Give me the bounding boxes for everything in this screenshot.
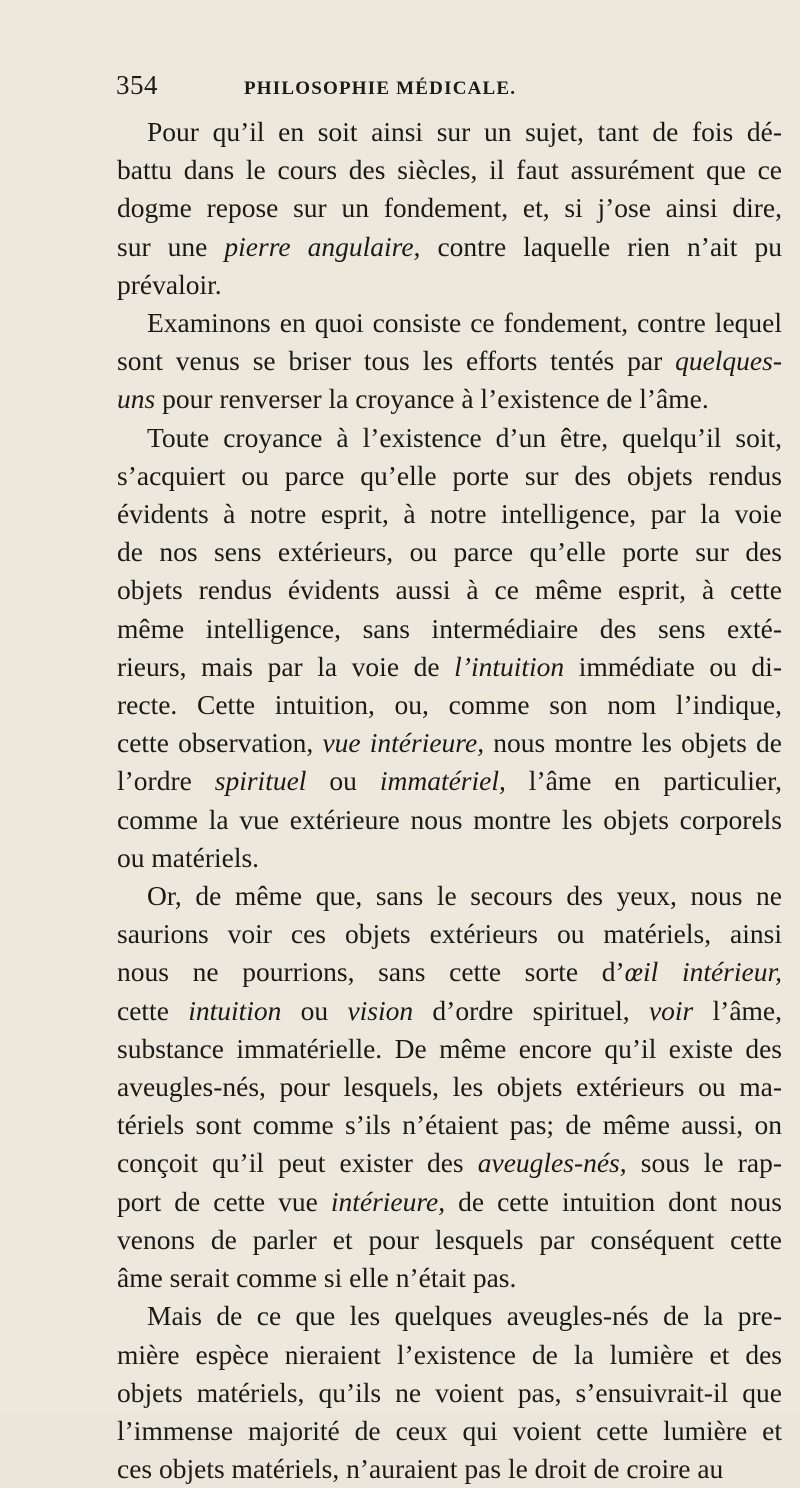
text-run: ou xyxy=(281,994,348,1026)
text-run: Pour qu’il en soit ainsi sur un sujet, tant de fois dé- xyxy=(147,116,782,147)
text-line xyxy=(117,533,782,571)
text-run: contre laquelle rien n’ait pu xyxy=(420,230,782,262)
text-line xyxy=(117,1374,782,1412)
italic-text: immatériel, xyxy=(379,765,506,797)
text-line xyxy=(117,571,782,609)
text-run: de cette intuition dont nous xyxy=(445,1185,783,1217)
text-run: Mais de ce que les quelques aveugles-nés de la pre- xyxy=(147,1300,782,1332)
text-line xyxy=(117,992,782,1030)
text-run: cette xyxy=(117,994,189,1026)
italic-text: aveugles-nés, xyxy=(477,1147,627,1179)
text-line xyxy=(117,228,782,266)
italic-text: pierre angulaire, xyxy=(224,230,421,262)
text-line xyxy=(117,915,782,953)
italic-text: œil intérieur, xyxy=(624,956,783,988)
text-run: l’âme, xyxy=(693,994,783,1026)
running-title: PHILOSOPHIE MÉDICALE. xyxy=(244,78,517,99)
text-run: évidents à notre esprit, à notre intelligence, par la voie xyxy=(117,498,782,530)
text-run: objets rendus évidents aussi à ce même esprit, à cette xyxy=(117,574,782,606)
body-text xyxy=(117,113,782,1488)
text-line xyxy=(117,801,782,839)
italic-text: voir xyxy=(648,994,694,1026)
text-line xyxy=(117,724,782,762)
text-run: cette observation, xyxy=(117,727,323,759)
text-run: port de cette vue xyxy=(117,1185,331,1217)
text-run: dogme repose sur un fondement, et, si j’ose ainsi dire, xyxy=(117,192,782,224)
text-run: ou matériels. xyxy=(117,841,260,873)
text-line xyxy=(117,762,782,800)
text-line xyxy=(117,495,782,533)
text-line xyxy=(117,610,782,648)
text-run: ces objets matériels, n’auraient pas le droit de croire au xyxy=(117,1453,724,1485)
page-number: 354 xyxy=(116,70,158,100)
text-line xyxy=(117,189,782,227)
text-line xyxy=(117,686,782,724)
page-header xyxy=(116,70,776,106)
text-run: d’ordre spirituel, xyxy=(413,994,649,1026)
text-line xyxy=(117,839,782,877)
text-line xyxy=(117,457,782,495)
italic-text: spirituel xyxy=(214,765,307,797)
text-line xyxy=(117,1183,782,1221)
text-line xyxy=(117,1297,782,1335)
text-line xyxy=(117,1030,782,1068)
text-line xyxy=(117,1144,782,1182)
text-run: sont venus se briser tous les efforts tentés par xyxy=(117,345,676,377)
text-line xyxy=(117,342,782,380)
italic-text: l’intuition xyxy=(454,650,565,682)
text-run: l’immense majorité de ceux qui voient cette lumière et xyxy=(117,1414,782,1446)
text-run: âme serait comme si elle n’était pas. xyxy=(117,1262,517,1294)
text-run: rieurs, mais par la voie de xyxy=(117,650,455,682)
text-line xyxy=(117,419,782,457)
text-run: l’ordre xyxy=(117,765,215,797)
text-run: Or, de même que, sans le secours des yeux, nous ne xyxy=(147,880,782,912)
text-run: ou xyxy=(306,765,380,797)
text-run: objets matériels, qu’ils ne voient pas, s’ensuivrait-il que xyxy=(117,1376,782,1408)
text-run: s’acquiert ou parce qu’elle porte sur des objets rendus xyxy=(117,459,782,491)
text-line xyxy=(117,1412,782,1450)
paragraph xyxy=(117,877,782,1297)
text-line xyxy=(117,113,782,151)
text-line xyxy=(117,877,782,915)
italic-text: uns xyxy=(117,383,156,415)
text-line xyxy=(117,648,782,686)
text-run: prévaloir. xyxy=(117,268,222,300)
text-run: battu dans le cours des siècles, il faut assurément que ce xyxy=(117,154,782,186)
text-run: sur une xyxy=(117,230,225,262)
text-line xyxy=(117,1336,782,1374)
text-line xyxy=(117,953,782,991)
text-line xyxy=(117,1221,782,1259)
text-line xyxy=(117,304,782,342)
text-run: substance immatérielle. De même encore qu’il existe des xyxy=(117,1032,782,1064)
text-run: saurions voir ces objets extérieurs ou matériels, ainsi xyxy=(117,918,782,950)
paragraph xyxy=(117,113,782,304)
text-line xyxy=(117,380,782,418)
text-line xyxy=(117,266,782,304)
italic-text: intérieure, xyxy=(330,1185,446,1217)
text-line xyxy=(117,1106,782,1144)
text-run: nous montre les objets de xyxy=(484,727,782,759)
text-run: recte. Cette intuition, ou, comme son nom l’indique, xyxy=(117,689,782,721)
text-run: mière espèce nieraient l’existence de la lumière et des xyxy=(117,1338,782,1370)
text-run: immédiate ou di- xyxy=(564,650,782,682)
text-run: venons de parler et pour lesquels par conséquent cette xyxy=(117,1223,782,1255)
paragraph xyxy=(117,304,782,419)
text-run: nous ne pourrions, sans cette sorte d’ xyxy=(117,956,625,988)
text-run: Toute croyance à l’existence d’un être, quelqu’il soit, xyxy=(147,421,782,453)
text-line xyxy=(117,151,782,189)
italic-text: vue intérieure, xyxy=(322,727,485,759)
text-line xyxy=(117,1259,782,1297)
italic-text: vision xyxy=(347,994,414,1026)
text-run: pour renverser la croyance à l’existence de l’âme. xyxy=(155,383,709,415)
text-run: comme la vue extérieure nous montre les objets corporels xyxy=(117,803,782,835)
text-run: conçoit qu’il peut exister des xyxy=(117,1147,478,1179)
italic-text: quelques- xyxy=(675,345,782,377)
paragraph xyxy=(117,1297,782,1488)
text-line xyxy=(117,1068,782,1106)
text-line xyxy=(117,1450,782,1488)
text-run: Examinons en quoi consiste ce fondement, contre lequel xyxy=(147,307,782,339)
paragraph xyxy=(117,419,782,877)
text-run: l’âme en particulier, xyxy=(505,765,783,797)
text-run: de nos sens extérieurs, ou parce qu’elle porte sur des xyxy=(117,536,782,568)
italic-text: intuition xyxy=(188,994,282,1026)
text-run: aveugles-nés, pour lesquels, les objets extérieurs ou ma- xyxy=(117,1071,782,1103)
text-run: même intelligence, sans intermédiaire des sens exté- xyxy=(117,612,782,644)
text-run: sous le rap- xyxy=(626,1147,782,1179)
text-run: tériels sont comme s’ils n’étaient pas; de même aussi, on xyxy=(117,1109,782,1141)
